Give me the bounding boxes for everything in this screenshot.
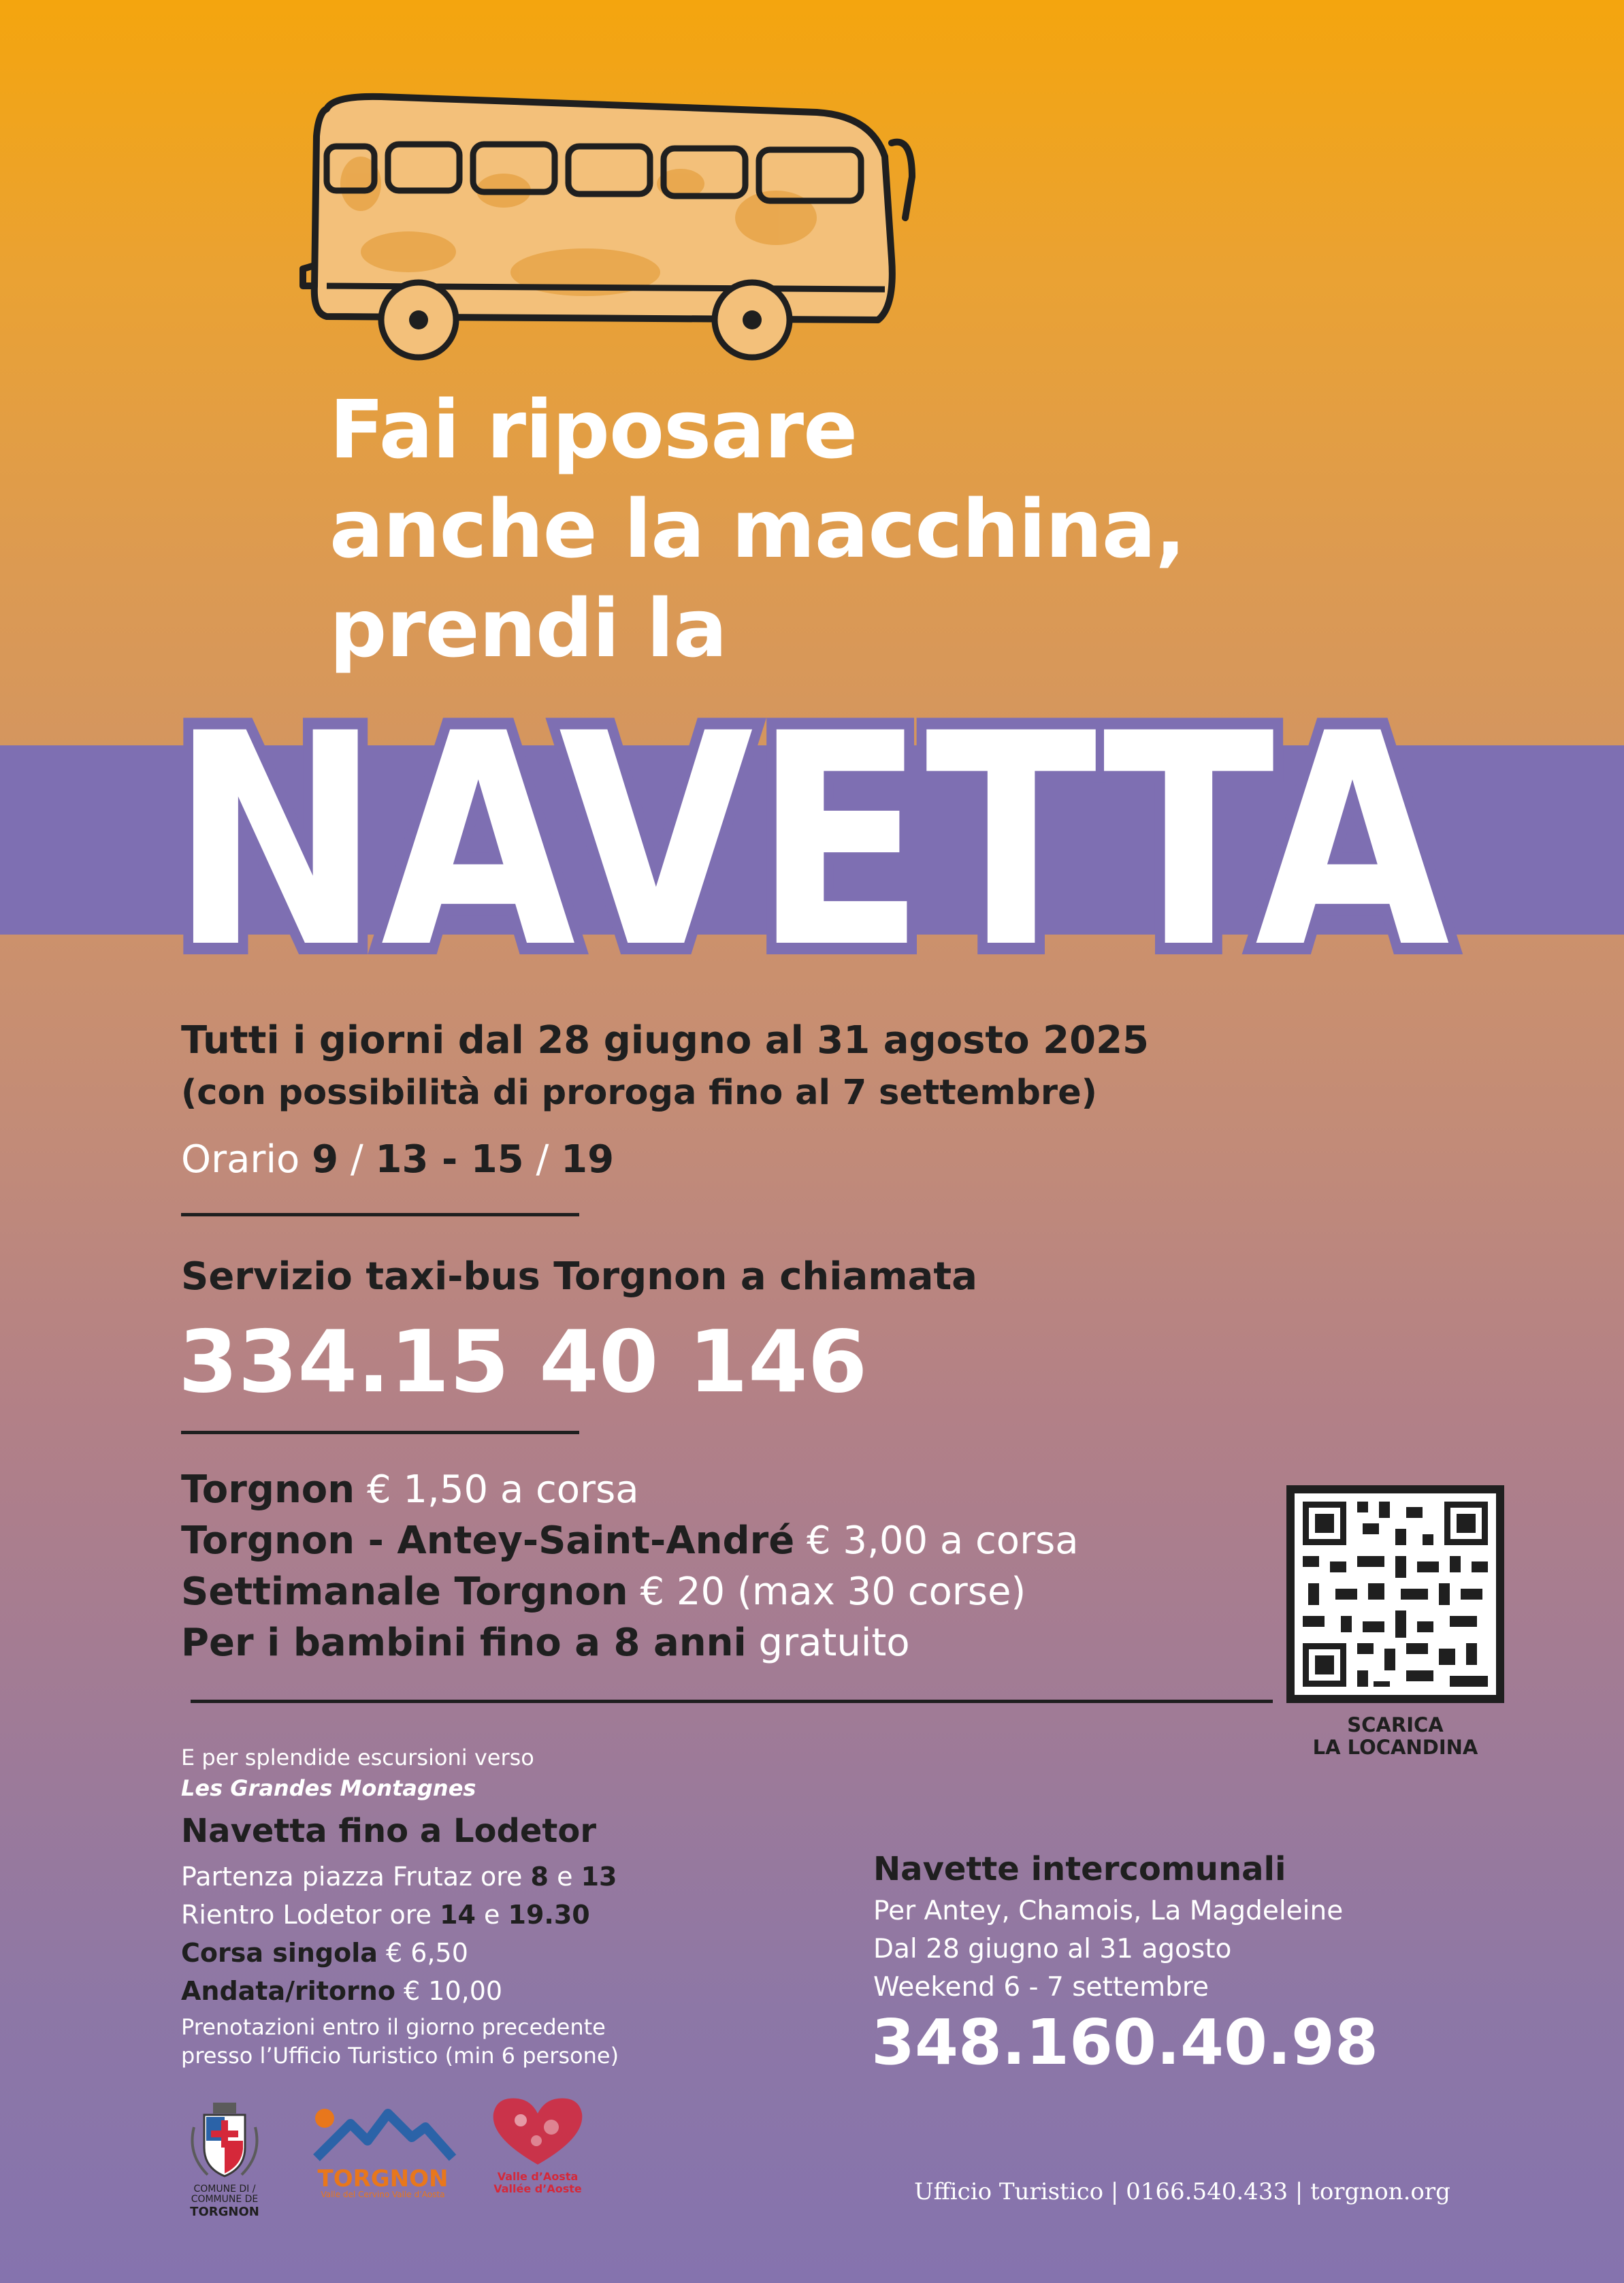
headline-line-1: Fai riposare: [329, 383, 858, 476]
fare-row: [181, 1518, 1079, 1564]
lodetor-return-time: 19.30: [508, 1900, 590, 1930]
coat-of-arms-icon: [174, 2100, 276, 2182]
lodetor-roundtrip-label: Andata/ritorno: [181, 1976, 395, 2006]
intercomunali-phone: 348.160.40.98: [871, 2006, 1378, 2079]
comune-logo-line-1: COMUNE DI / COMMUNE DE: [191, 2184, 259, 2205]
fare-name: Torgnon - Antey-Saint-André: [181, 1519, 795, 1563]
fare-price: € 1,50 a corsa: [366, 1468, 639, 1512]
lodetor-departure: [181, 1858, 617, 1896]
fare-price: gratuito: [758, 1621, 910, 1665]
lodetor-booking-1: Prenotazioni entro il giorno precedente: [181, 2014, 606, 2040]
excursion-destination: Les Grandes Montagnes: [181, 1775, 476, 1801]
comune-logo-line-2: TORGNON: [190, 2204, 259, 2219]
taxi-label: Servizio taxi-bus Torgnon a chiamata: [181, 1254, 977, 1299]
lodetor-return-label: Rientro Lodetor ore: [181, 1900, 432, 1930]
vda-line-1: Valle d’Aosta: [497, 2170, 579, 2183]
orario-separator-2: /: [536, 1137, 549, 1182]
valle-aosta-logo: [483, 2093, 592, 2195]
schedule-extension: (con possibilità di proroga fino al 7 settembre): [181, 1073, 1097, 1113]
taxi-phone: 334.15 40 146: [178, 1312, 868, 1412]
qr-code-pattern: [1286, 1485, 1504, 1703]
heart-logo-icon: [483, 2093, 592, 2168]
bus-illustration: [299, 82, 912, 381]
torgnon-brand-logo: [310, 2103, 456, 2199]
divider: [181, 1431, 579, 1434]
fare-name: Settimanale Torgnon: [181, 1570, 628, 1614]
lodetor-departure-time: 13: [581, 1862, 617, 1892]
orario-time-2: 13 - 15: [375, 1137, 524, 1182]
divider: [191, 1700, 1273, 1703]
fare-price: € 20 (max 30 corse): [640, 1570, 1026, 1614]
qr-caption: [1273, 1714, 1518, 1760]
fare-row: [181, 1620, 910, 1666]
lodetor-single-label: Corsa singola: [181, 1938, 378, 1968]
headline-line-3: prendi la: [329, 581, 727, 675]
lodetor-departure-time: 8: [530, 1862, 549, 1892]
fare-name: Per i bambini fino a 8 anni: [181, 1621, 747, 1665]
lodetor-single: [181, 1934, 468, 1972]
orario-time-3: 19: [561, 1137, 615, 1182]
qr-code[interactable]: [1286, 1485, 1504, 1703]
navetta-word: NAVETTA: [170, 672, 1452, 1012]
fare-name: Torgnon: [181, 1468, 355, 1512]
lodetor-roundtrip: [181, 1973, 502, 2010]
lodetor-return-time: 14: [440, 1900, 476, 1930]
torgnon-brand-tagline: Valle del Cervino Valle d’Aosta: [321, 2190, 445, 2199]
lodetor-title: Navetta fino a Lodetor: [181, 1812, 597, 1850]
navetta-title: [157, 674, 1463, 1014]
footer-contact: Ufficio Turistico | 0166.540.433 | torgnon.org: [914, 2178, 1450, 2205]
schedule-dates: Tutti i giorni dal 28 giugno al 31 agosto 2025: [181, 1018, 1150, 1063]
lodetor-roundtrip-price: € 10,00: [404, 1976, 503, 2006]
orario-separator-1: /: [350, 1137, 363, 1182]
lodetor-return-and: e: [484, 1900, 500, 1930]
lodetor-booking-2: presso l’Ufficio Turistico (min 6 persone): [181, 2043, 619, 2069]
fare-row: [181, 1467, 639, 1512]
excursion-intro: E per splendide escursioni verso: [181, 1745, 534, 1770]
headline-line-2: anche la macchina,: [329, 482, 1186, 576]
intercomunali-title: Navette intercomunali: [873, 1850, 1286, 1888]
lodetor-departure-label: Partenza piazza Frutaz ore: [181, 1862, 523, 1892]
qr-caption-line-2: LA LOCANDINA: [1312, 1736, 1478, 1760]
qr-caption-line-1: SCARICA: [1347, 1713, 1444, 1736]
mountain-logo-icon: [310, 2103, 456, 2165]
fare-price: € 3,00 a corsa: [806, 1519, 1079, 1563]
lodetor-single-price: € 6,50: [386, 1938, 468, 1968]
torgnon-brand-name: TORGNON: [317, 2165, 449, 2192]
intercomunali-line-1: Per Antey, Chamois, La Magdeleine: [873, 1896, 1344, 1926]
intercomunali-line-3: Weekend 6 - 7 settembre: [873, 1972, 1209, 2003]
comune-torgnon-logo: [174, 2100, 276, 2219]
schedule-orario: [181, 1137, 614, 1182]
lodetor-departure-and: e: [557, 1862, 573, 1892]
lodetor-return: [181, 1896, 590, 1934]
intercomunali-line-2: Dal 28 giugno al 31 agosto: [873, 1934, 1232, 1964]
vda-line-2: Vallée d’Aoste: [493, 2182, 582, 2195]
orario-label: Orario: [181, 1137, 300, 1182]
orario-time-1: 9: [312, 1137, 339, 1182]
fare-row: [181, 1569, 1026, 1615]
divider: [181, 1213, 579, 1216]
